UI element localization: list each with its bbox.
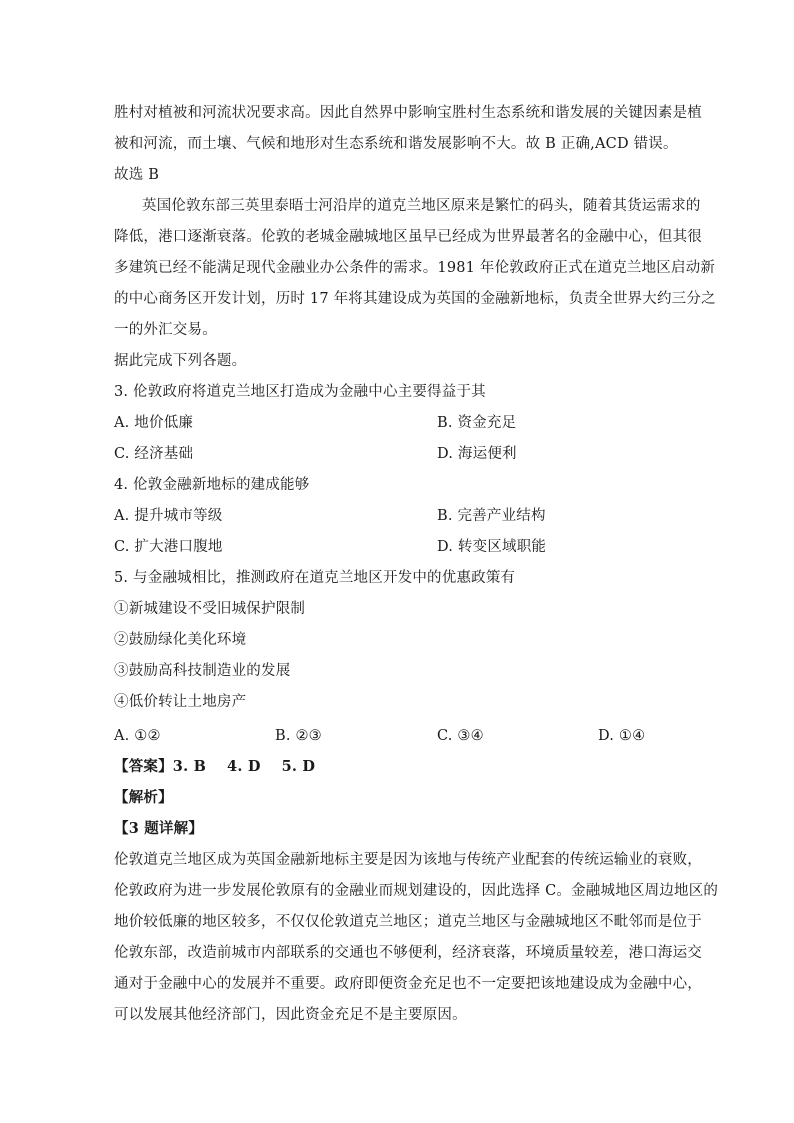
q5-option-c: C. ③④: [437, 728, 484, 744]
detail-line-5: 通对于金融中心的发展并不重要。政府即便资金充足也不一定要把该地建设成为金融中心，: [114, 976, 702, 992]
question-3-stem: 3. 伦敦政府将道克兰地区打造成为金融中心主要得益于其: [114, 384, 486, 400]
passage-line-3: 多建筑已经不能满足现代金融业办公条件的需求。1981 年伦敦政府正式在道克兰地区启动新: [114, 260, 716, 276]
q4-option-a: A. 提升城市等级: [114, 508, 223, 524]
q5-statement-4: ④低价转让土地房产: [114, 694, 247, 710]
instruction: 据此完成下列各题。: [114, 353, 247, 369]
q5-statement-3: ③鼓励高科技制造业的发展: [114, 663, 291, 679]
analysis-label: 【解析】: [114, 789, 173, 806]
q4-option-c: C. 扩大港口腹地: [114, 539, 223, 555]
detail-line-2: 伦敦政府为进一步发展伦敦原有的金融业而规划建设的，因此选择 C。金融城地区周边地区的: [114, 883, 719, 899]
question-5-stem: 5. 与金融城相比，推测政府在道克兰地区开发中的优惠政策有: [114, 570, 516, 586]
q3-option-b: B. 资金充足: [437, 415, 517, 431]
detail-line-1: 伦敦道克兰地区成为英国金融新地标主要是因为该地与传统产业配套的传统运输业的衰败，: [114, 852, 702, 868]
q5-option-a: A. ①②: [114, 728, 161, 744]
intro-line-1: 胜村对植被和河流状况要求高。因此自然界中影响宝胜村生态系统和谐发展的关键因素是植: [114, 105, 702, 121]
q3-option-c: C. 经济基础: [114, 446, 194, 462]
passage-line-5: 一的外汇交易。: [114, 322, 217, 338]
passage-line-2: 降低，港口逐渐衰落。伦敦的老城金融城地区虽早已经成为世界最著名的金融中心，但其很: [114, 229, 702, 245]
question-4-stem: 4. 伦敦金融新地标的建成能够: [114, 477, 310, 493]
q5-statement-2: ②鼓励绿化美化环境: [114, 632, 247, 648]
passage-line-4: 的中心商务区开发计划，历时 17 年将其建设成为英国的金融新地标，负责全世界大约三分之: [114, 291, 716, 307]
detail-label: 【3 题详解】: [114, 820, 204, 837]
q5-option-b: B. ②③: [275, 728, 322, 744]
q5-option-d: D. ①④: [598, 728, 646, 744]
q5-statement-1: ①新城建设不受旧城保护限制: [114, 601, 306, 617]
q3-option-d: D. 海运便利: [437, 446, 517, 462]
intro-line-2: 被和河流，而土壤、气候和地形对生态系统和谐发展影响不大。故 B 正确,ACD 错误。: [114, 136, 678, 152]
answer-line: 【答案】3. B 4. D 5. D: [114, 758, 316, 775]
passage-line-1: 英国伦敦东部三英里泰晤士河沿岸的道克兰地区原来是繁忙的码头，随着其货运需求的: [142, 198, 701, 214]
intro-line-3: 故选 B: [114, 167, 160, 183]
q4-option-b: B. 完善产业结构: [437, 508, 546, 524]
q4-option-d: D. 转变区域职能: [437, 539, 547, 555]
detail-line-6: 可以发展其他经济部门，因此资金充足不是主要原因。: [114, 1007, 467, 1023]
q3-option-a: A. 地价低廉: [114, 415, 194, 431]
detail-line-4: 伦敦东部，改造前城市内部联系的交通也不够便利，经济衰落，环境质量较差，港口海运交: [114, 945, 702, 961]
detail-line-3: 地价较低廉的地区较多，不仅仅伦敦道克兰地区；道克兰地区与金融城地区不毗邻而是位于: [114, 914, 702, 930]
